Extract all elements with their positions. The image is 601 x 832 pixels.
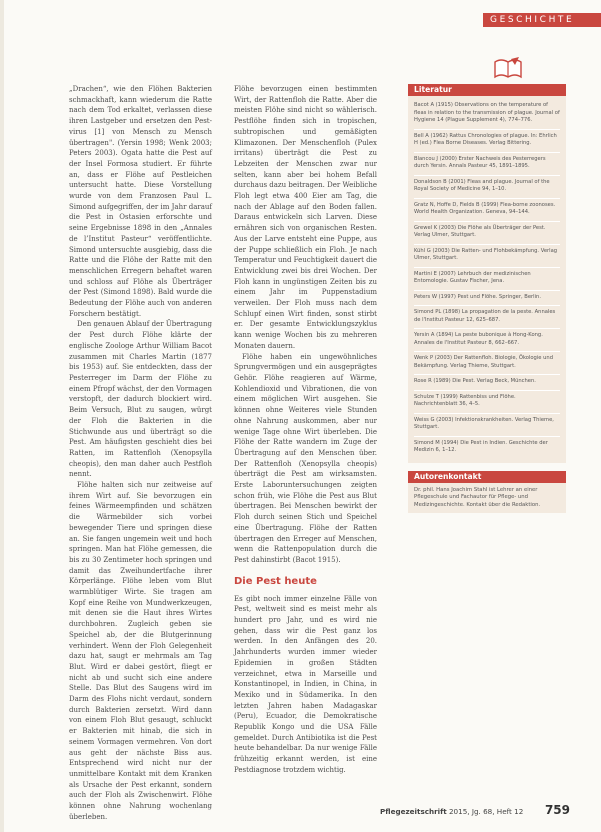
paragraph: Flöhe halten sich nur zeitweise auf ihrem Wirt auf. Sie bevorzugen ein feines Wärmeempfinden und schätzen die Wärmebilder sich vorbei bewegender Tiere und springen diese an. Sie fangen ungemein weit und hoch springen. Man hat Flöhe gemessen, die bis zu 30 Zentimeter hoch springen und damit das Zweihundertfache ihrer Körperlänge. Flöhe leben vom Blut warmblütiger Wirte. Sie tragen am Kopf eine Reihe von Mundwerkzeugen, mit denen sie die Haut ihres Wirtes durchbohren. Zugleich geben sie Speichel ab, der die Blutgerinnung verhindert. Wenn der Floh Gelegenheit dazu hat, saugt er mehrmals am Tag Blut. Wird er dabei gestört, fliegt er nicht ab und sucht sich eine andere Stelle. Das Blut des Saugens wird im Darm des Flohs nicht verdaut, sondern durch Bakterien zersetzt. Wird dann von einem Floh Blut gesaugt, schluckt er Bakterien mit hinab, die sich in seinem Vormagen vermehren. Von dort aus geht der nächste Biss aus. Entsprechend wird nicht nur der unmittelbare Kontakt mit dem Kranken als Ursache der Pest erkannt, sondern auch der Floh als Zwischenwirt. Flöhe können ohne Nahrung wochenlang überleben. xyxy=(69,481,212,821)
literature-entry: Weiss G (2003) Infektionskrankheiten. Verlag Thieme, Stuttgart. xyxy=(414,414,560,437)
paragraph: „Drachen“, wie den Flöhen Bakterien schmackhaft, kann wiederum die Ratte nach dem Tod erkaltet, verlassen diese ihren Lastgeber und ersetzen den Pest-virus [1] von Mensch zu Mensch übertragen". (Yersin 1998; Wenk 2003; Peters 2003). Ogata hatte die Pest auf der Insel Formosa studiert. Er führte an, dass er Flöhe auf Pestleichen untersucht hatte. Diese Vorstellung wurde von dem Franzosen Paul L. Simond aufgegriffen, der im Jahr darauf die Pest in Ostasien erforschte und seine Ergebnisse 1898 in den „Annales de l’Institut Pasteur“ veröffentlichte. Simond untersuchte ausgiebig, dass die Ratte und die Flöhe der Ratte mit den menschlichen Erregern behaftet waren und schloss auf Flöhe als Überträger der Pest (Simond 1898). Bald wurde die Bedeutung der Flöhe auch von anderen Forschern bestätigt. xyxy=(69,85,212,318)
journal-name: Pflegezeitschrift xyxy=(380,807,447,816)
literature-entry: Kühl G (2003) Die Ratten- und Flohbekämpfung. Verlag Ulmer, Stuttgart. xyxy=(414,245,560,268)
paragraph: Es gibt noch immer einzelne Fälle von Pest, weltweit sind es meist mehr als hundert pro Jahr, und es wird nie gehen, dass wir die Pest ganz los werden. In den Anfängen des 20. Jahrhunderts wurden immer wieder Epidemien in großen Städten verzeichnet, etwa in Marseille und Konstantinopel, in Indien, in China, in Mexiko und in Südamerika. In den letzten Jahren haben Madagaskar (Peru), Ecuador, die Demokratische Republik Kongo und die USA Fälle gemeldet. Durch Antibiotika ist die Pest heute behandelbar. Da nur wenige Fälle frühzeitig erkannt werden, ist eine Pestdiagnose trotzdem wichtig. xyxy=(234,594,377,774)
literature-entry: Bacot A (1915) Observations on the temperature of fleas in relation to the transmission of plague. Journal of Hygiene 14 (Plague Supplement 4), 774–776. xyxy=(414,99,560,130)
literature-heading: Literatur xyxy=(408,84,566,96)
literature-entry: Donaldson B (2001) Fleas and plague. Journal of the Royal Society of Medicine 94, 1–10. xyxy=(414,176,560,199)
page-number: 759 xyxy=(544,803,570,817)
page-footer xyxy=(380,803,570,819)
article-column-2 xyxy=(234,84,377,776)
literature-entry: Peters W (1997) Pest und Flöhe. Springer, Berlin. xyxy=(414,291,560,307)
journal-issue: 2015, Jg. 68, Heft 12 xyxy=(448,807,524,816)
paragraph: Flöhe haben ein ungewöhnliches Sprungvermögen und ein ausgeprägtes Gehör. Flöhe reagieren auf Wärme, Kohlendioxid und Vibrationen, die von einem möglichen Wirt ausgehen. Sie können ohne Weiteres viele Stunden ohne Nahrung auskommen, aber nur wenige Tage ohne Wirt überleben. Die Flöhe der Ratte wandern im Zuge der Übertragung auf den Menschen über. Der Rattenfloh (Xenopsylla cheopis) überträgt die Pest am wirksamsten. Erste Laboruntersuchungen zeigten schon früh, wie Flöhe die Pest aus Blut übertragen. Bei Menschen bewirkt der Floh durch seinen Stich und Speichel eine Übertragung. Flöhe der Ratten übertragen den Erreger auf Menschen, wenn die Rattenpopulation durch die Pest dahinstirbt (Bacot 1915). xyxy=(234,352,377,564)
literature-entry: Grewel K (2003) Die Flöhe als Überträger der Pest. Verlag Ulmer, Stuttgart. xyxy=(414,222,560,245)
journal-info xyxy=(380,807,523,816)
paragraph: Flöhe bevorzugen einen bestimmten Wirt, der Rattenfloh die Ratte. Aber die meisten Flöhe sind nicht so wählerisch. Pestflöhe finden sich in tropischen, subtropischen und gemäßigten Klimazonen. Der Menschenfloh (Pulex irritans) überträgt die Pest zu Lebzeiten der Menschen zwar nur selten, kann aber bei hohem Befall durchaus dazu beitragen. Der Weibliche Floh legt etwa 400 Eier am Tag, die nach der Ablage auf den Boden fallen. Daraus entwickeln sich Larven. Diese ernähren sich von organischen Resten. Aus der Larve entsteht eine Puppe, aus der Puppe schließlich ein Floh. Je nach Temperatur und Feuchtigkeit dauert die Entwicklung zwei bis drei Wochen. Der Floh kann in ungünstigen Zeiten bis zu einem Jahr im Puppenstadium verweilen. Der Floh muss nach dem Schlupf einen Wirt finden, sonst stirbt er. Der gesamte Entwicklungszyklus kann wenige Wochen bis zu mehreren Monaten dauern. xyxy=(234,85,377,350)
literature-entry: Rose R (1989) Die Pest. Verlag Beck, München. xyxy=(414,375,560,391)
literature-entry: Martini E (2007) Lehrbuch der medizinischen Entomologie. Gustav Fischer, Jena. xyxy=(414,268,560,291)
literature-entry: Simond PL (1898) La propagation de la peste. Annales de l'Institut Pasteur 12, 625–687. xyxy=(414,306,560,329)
literature-entry: Schulze T (1999) Rattenbiss und Flöhe. Nachrichtenblatt 36, 4–5. xyxy=(414,391,560,414)
page-edge xyxy=(0,0,4,832)
section-heading-pest-heute: Die Pest heute xyxy=(234,575,317,587)
author-contact-text: Dr. phil. Hans Joachim Stahl ist Lehrer an einer Pflegeschule und Fachautor für Pflege- und Medizingeschichte. Kontakt über die Redaktion. xyxy=(408,483,566,514)
literature-entry: Blancou J (2000) Erster Nachweis des Pesterregers durch Yersin. Annals Pasteur 45, 1891–1895. xyxy=(414,153,560,176)
section-tag: GESCHICHTE xyxy=(483,13,601,27)
literature-entry: Simond M (1994) Die Pest in Indien. Geschichte der Medizin 6, 1–12. xyxy=(414,439,548,453)
literature-entry: Bell A (1962) Rattus Chronologies of plague. In: Ehrlich H (ed.) Flea Borne Diseases. Verlag Bittering. xyxy=(414,130,560,153)
literature-entry: Wenk P (2003) Der Rattenfloh. Biologie, Ökologie und Bekämpfung. Verlag Thieme, Stuttgart. xyxy=(414,352,560,375)
author-contact-heading: Autorenkontakt xyxy=(408,471,566,483)
paragraph: Den genauen Ablauf der Übertragung der Pest durch Flöhe klärte der englische Zoologe Arthur William Bacot zusammen mit Charles Martin (1877 bis 1953) auf. Sie entdeckten, dass der Pesterreger im Darm der Flöhe zu einem Pfropf wächst, der den Vormagen verstopft, der dadurch blockiert wird. Beim Versuch, Blut zu saugen, würgt der Floh die Bakterien in die Stichwunde aus und überträgt so die Pest. Am häufigsten geschieht dies bei Ratten, im Rattenfloh (Xenopsylla cheopis), den man daher auch Pestfloh nennt. xyxy=(69,320,212,479)
article-column-1 xyxy=(69,84,212,823)
book-icon xyxy=(493,56,523,80)
literature-entry: Yersin A (1894) La peste bubonique à Hong-Kong. Annales de l'Institut Pasteur 8, 662–667. xyxy=(414,329,560,352)
literature-entry: Gratz N, Hoffe D, Fields B (1999) Flea-borne zoonoses. World Health Organization. Geneva, 94–144. xyxy=(414,199,560,222)
sidebar xyxy=(408,84,566,513)
literature-list xyxy=(408,96,566,463)
